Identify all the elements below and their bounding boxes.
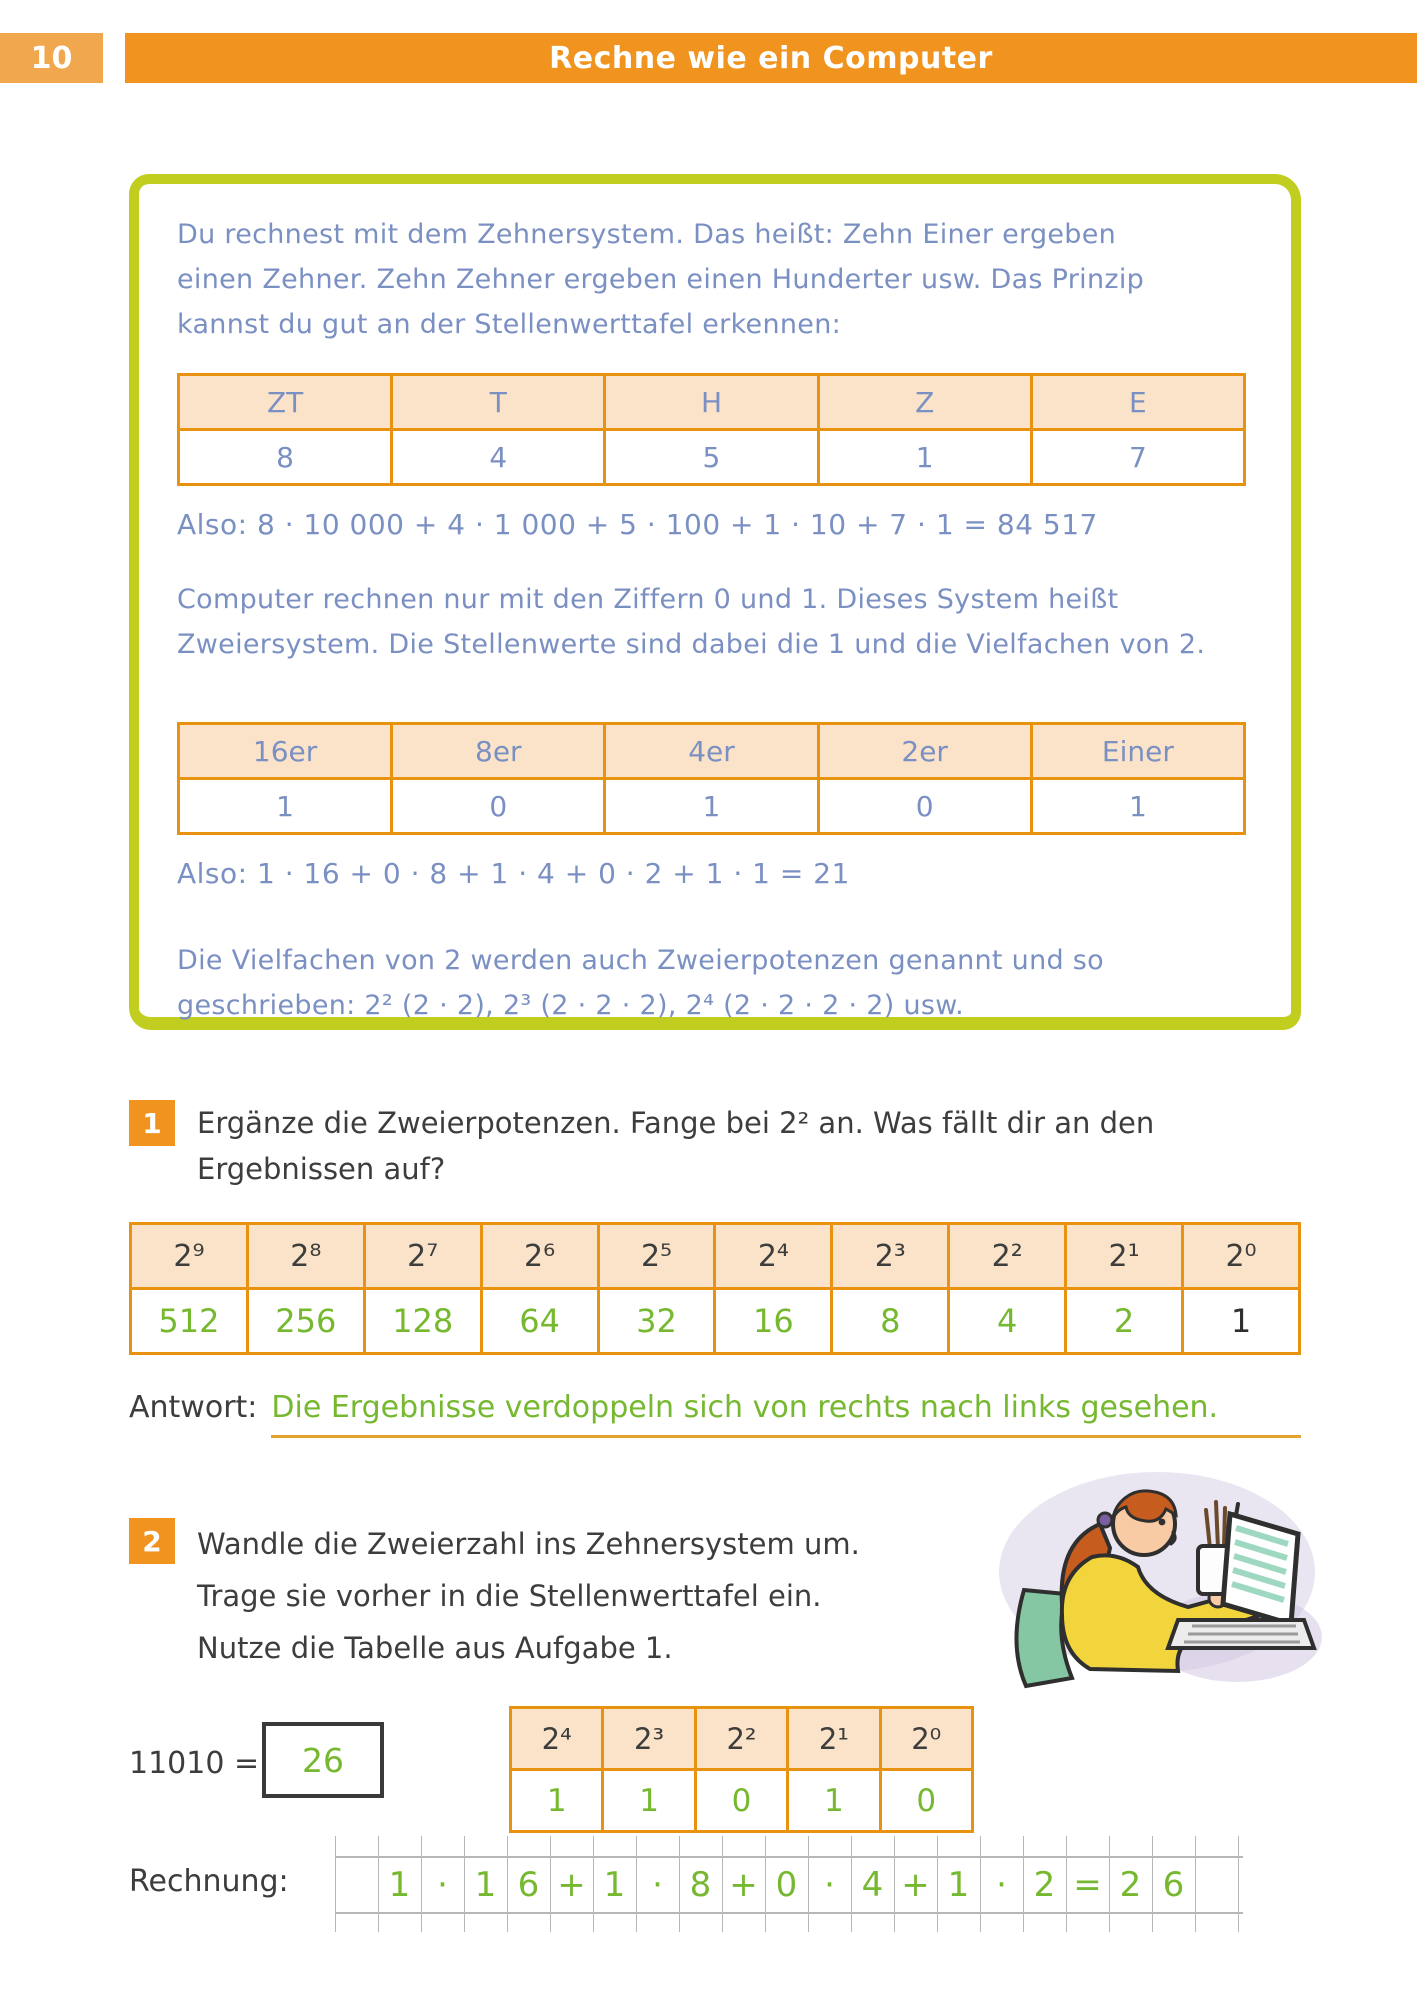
table-header-cell: 2²	[695, 1708, 787, 1770]
handwritten-answer-cell: 2	[1066, 1289, 1183, 1354]
table-value-cell: 7	[1031, 430, 1244, 485]
table-header-row	[179, 375, 1245, 430]
table-value-row	[131, 1289, 1300, 1354]
table-value-cell: 0	[818, 779, 1031, 834]
result-box	[262, 1722, 384, 1798]
page-number: 10	[0, 33, 103, 83]
table-value-row	[511, 1770, 973, 1832]
handwritten-answer-cell: 128	[364, 1289, 481, 1354]
calculation-row	[378, 1858, 1195, 1912]
grid-cell: 6	[1162, 1865, 1185, 1905]
answer-text: Die Ergebnisse verdoppeln sich von rechts nach links gesehen.	[271, 1390, 1301, 1438]
table-value-cell: 0	[392, 779, 605, 834]
table-header-row	[179, 724, 1245, 779]
table-header-cell: 2er	[818, 724, 1031, 779]
table-header-cell: 2⁵	[598, 1224, 715, 1289]
table-value-cell: 4	[392, 430, 605, 485]
result-value: 26	[302, 1740, 344, 1780]
table-header-cell: H	[605, 375, 818, 430]
grid-cell: 2	[1119, 1865, 1142, 1905]
task-2	[129, 1518, 989, 1674]
table-header-cell: 4er	[605, 724, 818, 779]
handwritten-answer-cell: 1	[603, 1770, 695, 1832]
info-box	[129, 174, 1301, 1030]
info-paragraph-powers	[177, 938, 1253, 1028]
table-header-row	[131, 1224, 1300, 1289]
table-value-cell: 1	[605, 779, 818, 834]
info-text-line: geschrieben: 2² (2 · 2), 2³ (2 · 2 · 2), 2⁴ (2 · 2 · 2 · 2) usw.	[177, 990, 965, 1021]
binary-calculation-line: Also: 1 · 16 + 0 · 8 + 1 · 4 + 0 · 2 + 1 · 1 = 21	[177, 857, 850, 890]
page-title-bar	[125, 33, 1417, 83]
table-header-cell: 16er	[179, 724, 392, 779]
grid-cell: ·	[652, 1865, 663, 1905]
table-header-cell: 2¹	[788, 1708, 880, 1770]
printed-value-cell: 1	[1183, 1289, 1300, 1354]
table-header-cell: E	[1031, 375, 1244, 430]
grid-cell: 1	[474, 1865, 497, 1905]
task-text-line: Wandle die Zweierzahl ins Zehnersystem um.	[197, 1527, 860, 1561]
grid-cell: 1	[388, 1865, 411, 1905]
illustration-girl-at-laptop	[992, 1462, 1322, 1702]
table-header-cell: 2⁷	[364, 1224, 481, 1289]
task2-place-value-table	[509, 1706, 974, 1833]
grid-cell: 1	[947, 1865, 970, 1905]
grid-cell: 6	[517, 1865, 540, 1905]
table-header-cell: 2⁹	[131, 1224, 248, 1289]
table-value-cell: 5	[605, 430, 818, 485]
info-paragraph-decimal	[177, 212, 1253, 347]
powers-of-two-table	[129, 1222, 1301, 1355]
page-title: Rechne wie ein Computer	[549, 40, 993, 76]
task-2-number-badge: 2	[129, 1518, 175, 1564]
task-1-text	[197, 1100, 1154, 1192]
table-header-cell: 2²	[949, 1224, 1066, 1289]
decimal-place-value-table	[177, 373, 1246, 486]
info-text-line: Computer rechnen nur mit den Ziffern 0 und 1. Dieses System heißt	[177, 584, 1119, 615]
table-header-cell: 2³	[603, 1708, 695, 1770]
table-header-cell: 2⁶	[481, 1224, 598, 1289]
handwritten-answer-cell: 1	[511, 1770, 603, 1832]
grid-cell: 8	[689, 1865, 712, 1905]
info-text-line: einen Zehner. Zehn Zehner ergeben einen Hunderter usw. Das Prinzip	[177, 264, 1145, 295]
grid-cell: 1	[603, 1865, 626, 1905]
table-header-cell: ZT	[179, 375, 392, 430]
task-1	[129, 1100, 1301, 1192]
answer-label: Antwort:	[129, 1390, 258, 1425]
handwritten-answer-cell: 512	[131, 1289, 248, 1354]
table-header-cell: 2⁴	[715, 1224, 832, 1289]
info-paragraph-binary	[177, 577, 1253, 667]
task-text-line: Ergänze die Zweierpotenzen. Fange bei 2² an. Was fällt dir an den	[197, 1106, 1155, 1140]
task-text-line: Trage sie vorher in die Stellenwerttafel ein.	[197, 1579, 822, 1613]
binary-place-value-table	[177, 722, 1246, 835]
binary-number-label: 11010 =	[129, 1746, 260, 1781]
grid-cell: ·	[996, 1865, 1007, 1905]
grid-cell: +	[729, 1865, 758, 1905]
handwritten-answer-cell: 32	[598, 1289, 715, 1354]
table-header-cell: 2³	[832, 1224, 949, 1289]
answer-row	[129, 1390, 1301, 1438]
grid-cell: ·	[437, 1865, 448, 1905]
handwritten-answer-cell: 1	[788, 1770, 880, 1832]
table-header-cell: T	[392, 375, 605, 430]
calculation-grid	[335, 1836, 1243, 1932]
task-1-number-badge: 1	[129, 1100, 175, 1146]
table-header-cell: 2⁴	[511, 1708, 603, 1770]
decimal-calculation-line: Also: 8 · 10 000 + 4 · 1 000 + 5 · 100 + 1 · 10 + 7 · 1 = 84 517	[177, 508, 1098, 541]
handwritten-answer-cell: 64	[481, 1289, 598, 1354]
table-header-cell: 8er	[392, 724, 605, 779]
grid-cell: ·	[824, 1865, 835, 1905]
handwritten-answer-cell: 0	[695, 1770, 787, 1832]
table-value-cell: 8	[179, 430, 392, 485]
table-header-cell: 2⁰	[880, 1708, 972, 1770]
table-value-cell: 1	[179, 779, 392, 834]
handwritten-answer-cell: 16	[715, 1289, 832, 1354]
handwritten-answer-cell: 4	[949, 1289, 1066, 1354]
grid-cell: 4	[861, 1865, 884, 1905]
task-text-line: Ergebnissen auf?	[197, 1152, 446, 1186]
table-header-cell: Einer	[1031, 724, 1244, 779]
table-value-cell: 1	[818, 430, 1031, 485]
task-2-text	[197, 1518, 860, 1674]
info-text-line: Du rechnest mit dem Zehnersystem. Das heißt: Zehn Einer ergeben	[177, 219, 1117, 250]
handwritten-answer-cell: 0	[880, 1770, 972, 1832]
handwritten-answer-cell: 8	[832, 1289, 949, 1354]
table-value-cell: 1	[1031, 779, 1244, 834]
table-header-cell: 2¹	[1066, 1224, 1183, 1289]
grid-cell: 0	[775, 1865, 798, 1905]
info-text-line: Zweiersystem. Die Stellenwerte sind dabei die 1 und die Vielfachen von 2.	[177, 629, 1206, 660]
table-header-cell: 2⁸	[247, 1224, 364, 1289]
grid-cell: +	[901, 1865, 930, 1905]
table-header-cell: 2⁰	[1183, 1224, 1300, 1289]
task-text-line: Nutze die Tabelle aus Aufgabe 1.	[197, 1631, 673, 1665]
calculation-label: Rechnung:	[129, 1864, 289, 1899]
grid-cell: 2	[1033, 1865, 1056, 1905]
table-value-row	[179, 430, 1245, 485]
handwritten-answer-cell: 256	[247, 1289, 364, 1354]
table-header-cell: Z	[818, 375, 1031, 430]
info-text-line: kannst du gut an der Stellenwerttafel erkennen:	[177, 309, 842, 340]
table-value-row	[179, 779, 1245, 834]
grid-cell: =	[1073, 1865, 1102, 1905]
table-header-row	[511, 1708, 973, 1770]
info-text-line: Die Vielfachen von 2 werden auch Zweierpotenzen genannt und so	[177, 945, 1104, 976]
grid-cell: +	[557, 1865, 586, 1905]
